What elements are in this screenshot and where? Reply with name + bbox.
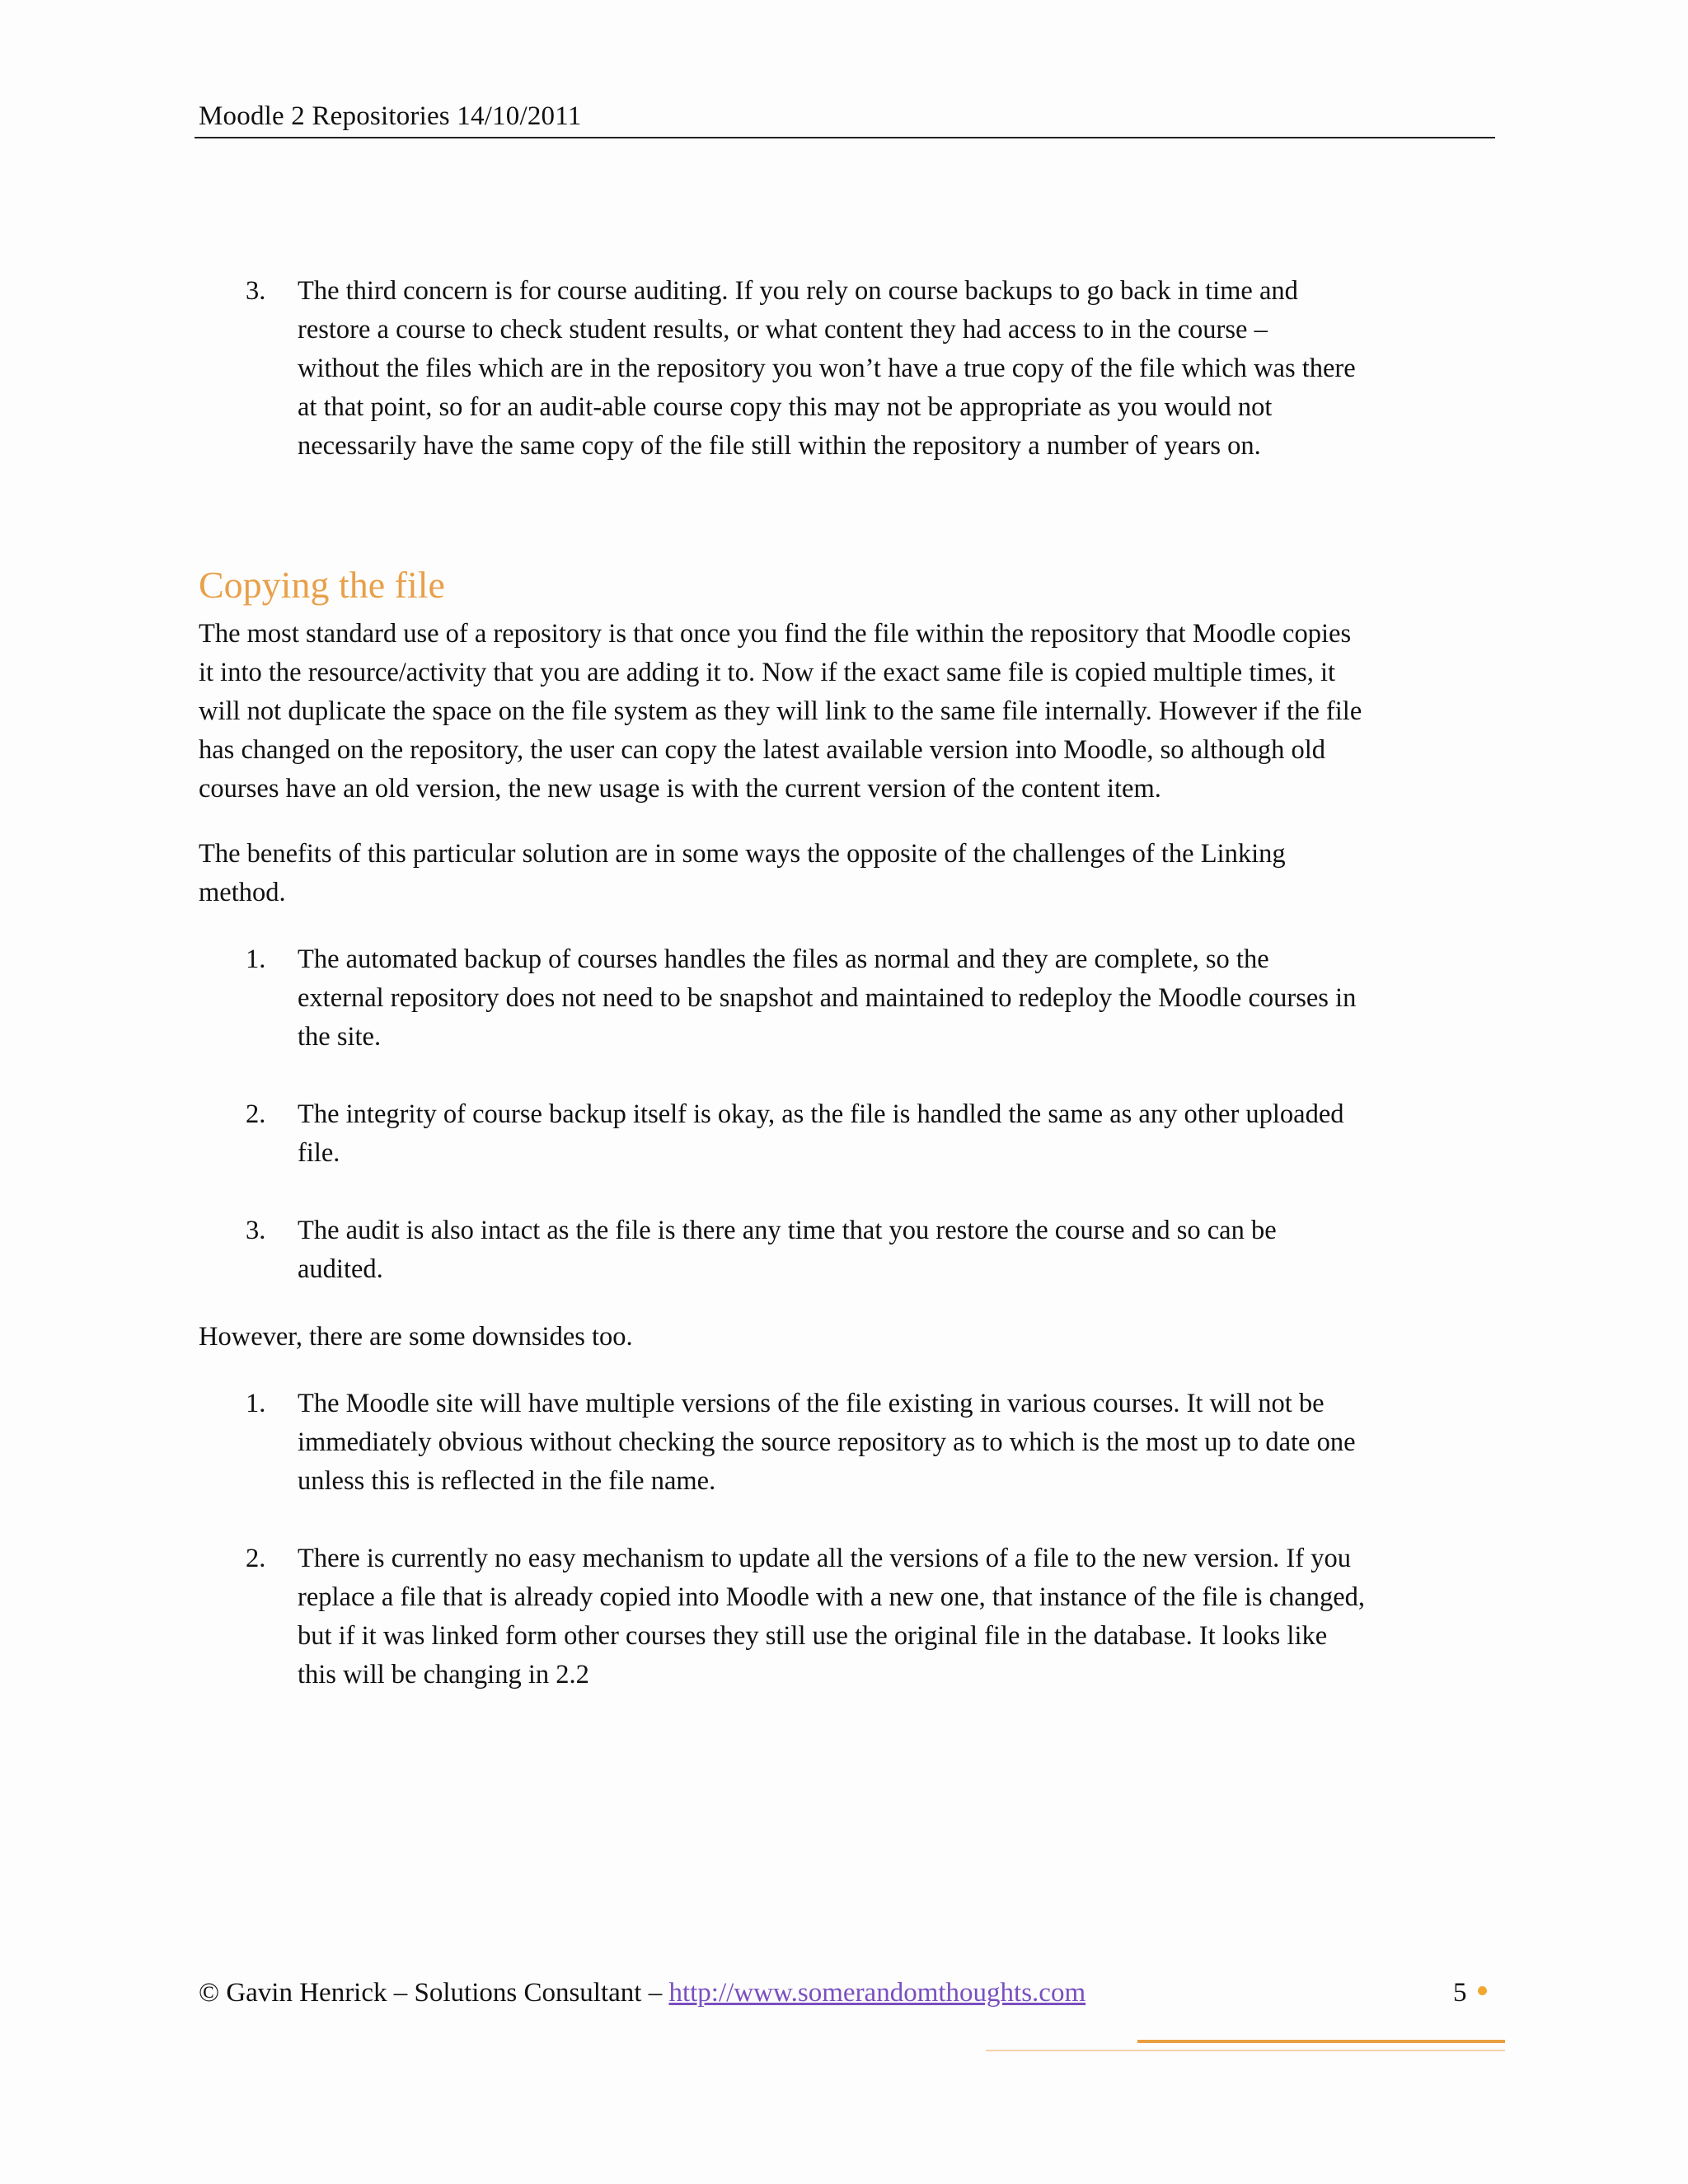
- paragraph: [199, 615, 1498, 808]
- list-item: [199, 1095, 1498, 1173]
- list-item: [199, 1540, 1498, 1694]
- list-line: without the files which are in the repository you won’t have a true copy of the file which was there: [298, 354, 1356, 383]
- section-heading: Copying the file: [199, 564, 445, 606]
- list-line: There is currently no easy mechanism to update all the versions of a file to the new version. If you: [298, 1544, 1351, 1573]
- list-number: 2.: [246, 1099, 266, 1129]
- intro-list: [199, 272, 1498, 466]
- paragraph-line: courses have an old version, the new usage is with the current version of the content item.: [199, 774, 1161, 804]
- list-line: this will be changing in 2.2: [298, 1660, 589, 1690]
- list-line: unless this is reflected in the file name.: [298, 1466, 716, 1496]
- list-line: replace a file that is already copied into Moodle with a new one, that instance of the file is changed,: [298, 1582, 1366, 1612]
- footer-link[interactable]: http://www.somerandomthoughts.com: [668, 1978, 1086, 2008]
- benefits-list: [199, 940, 1498, 1057]
- list-line: necessarily have the same copy of the file still within the repository a number of years on.: [298, 431, 1261, 461]
- list-item: [199, 1385, 1498, 1501]
- footer-thin-rule: [986, 2050, 1505, 2051]
- list-number: 2.: [246, 1544, 266, 1573]
- paragraph-line: The most standard use of a repository is that once you find the file within the repository that Moodle copies: [199, 619, 1352, 649]
- list-line: The third concern is for course auditing. If you rely on course backups to go back in time and: [298, 276, 1298, 306]
- paragraph-line: method.: [199, 878, 286, 907]
- running-header: Moodle 2 Repositories 14/10/2011: [199, 101, 582, 131]
- paragraph-line: has changed on the repository, the user can copy the latest available version into Moodle, so although old: [199, 735, 1326, 765]
- footer-copyright: © Gavin Henrick – Solutions Consultant –: [199, 1978, 669, 2008]
- list-number: 1.: [246, 944, 266, 974]
- list-line: The audit is also intact as the file is there any time that you restore the course and so can be: [298, 1216, 1277, 1245]
- footer: [199, 1974, 1085, 2012]
- list-item: [199, 1212, 1498, 1289]
- list-line: external repository does not need to be snapshot and maintained to redeploy the Moodle courses in: [298, 983, 1357, 1013]
- paragraph-line: will not duplicate the space on the file system as they will link to the same file internally. However if the file: [199, 696, 1362, 726]
- list-line: the site.: [298, 1022, 382, 1052]
- paragraph-line: The benefits of this particular solution are in some ways the opposite of the challenges of the Linking: [199, 839, 1286, 869]
- footer-accent-rule: [1137, 2040, 1505, 2043]
- list-number: 3.: [246, 1216, 266, 1245]
- list-line: restore a course to check student results, or what content they had access to in the course –: [298, 315, 1268, 344]
- benefits-list: [199, 1095, 1498, 1173]
- downsides-list: [199, 1385, 1498, 1501]
- page-dot-icon: [1478, 1986, 1487, 1995]
- paragraph-line: it into the resource/activity that you are adding it to. Now if the exact same file is copied multiple times, it: [199, 658, 1336, 687]
- paragraph: [199, 835, 1498, 912]
- list-item: [199, 272, 1498, 466]
- list-line: file.: [298, 1138, 340, 1168]
- page-number: 5: [1453, 1978, 1467, 2008]
- list-line: The Moodle site will have multiple versions of the file existing in various courses. It will not be: [298, 1389, 1325, 1418]
- benefits-list: [199, 1212, 1498, 1289]
- list-line: but if it was linked form other courses they still use the original file in the database. It looks like: [298, 1621, 1328, 1651]
- list-line: audited.: [298, 1254, 383, 1284]
- list-line: at that point, so for an audit-able course copy this may not be appropriate as you would not: [298, 392, 1273, 422]
- list-line: immediately obvious without checking the source repository as to which is the most up to date one: [298, 1427, 1356, 1457]
- paragraph: However, there are some downsides too.: [199, 1322, 633, 1352]
- list-number: 1.: [246, 1389, 266, 1418]
- downsides-list: [199, 1540, 1498, 1694]
- list-line: The integrity of course backup itself is okay, as the file is handled the same as any other uploaded: [298, 1099, 1344, 1129]
- list-number: 3.: [246, 276, 266, 306]
- header-rule: [195, 137, 1495, 138]
- list-item: [199, 940, 1498, 1057]
- list-line: The automated backup of courses handles the files as normal and they are complete, so the: [298, 944, 1269, 974]
